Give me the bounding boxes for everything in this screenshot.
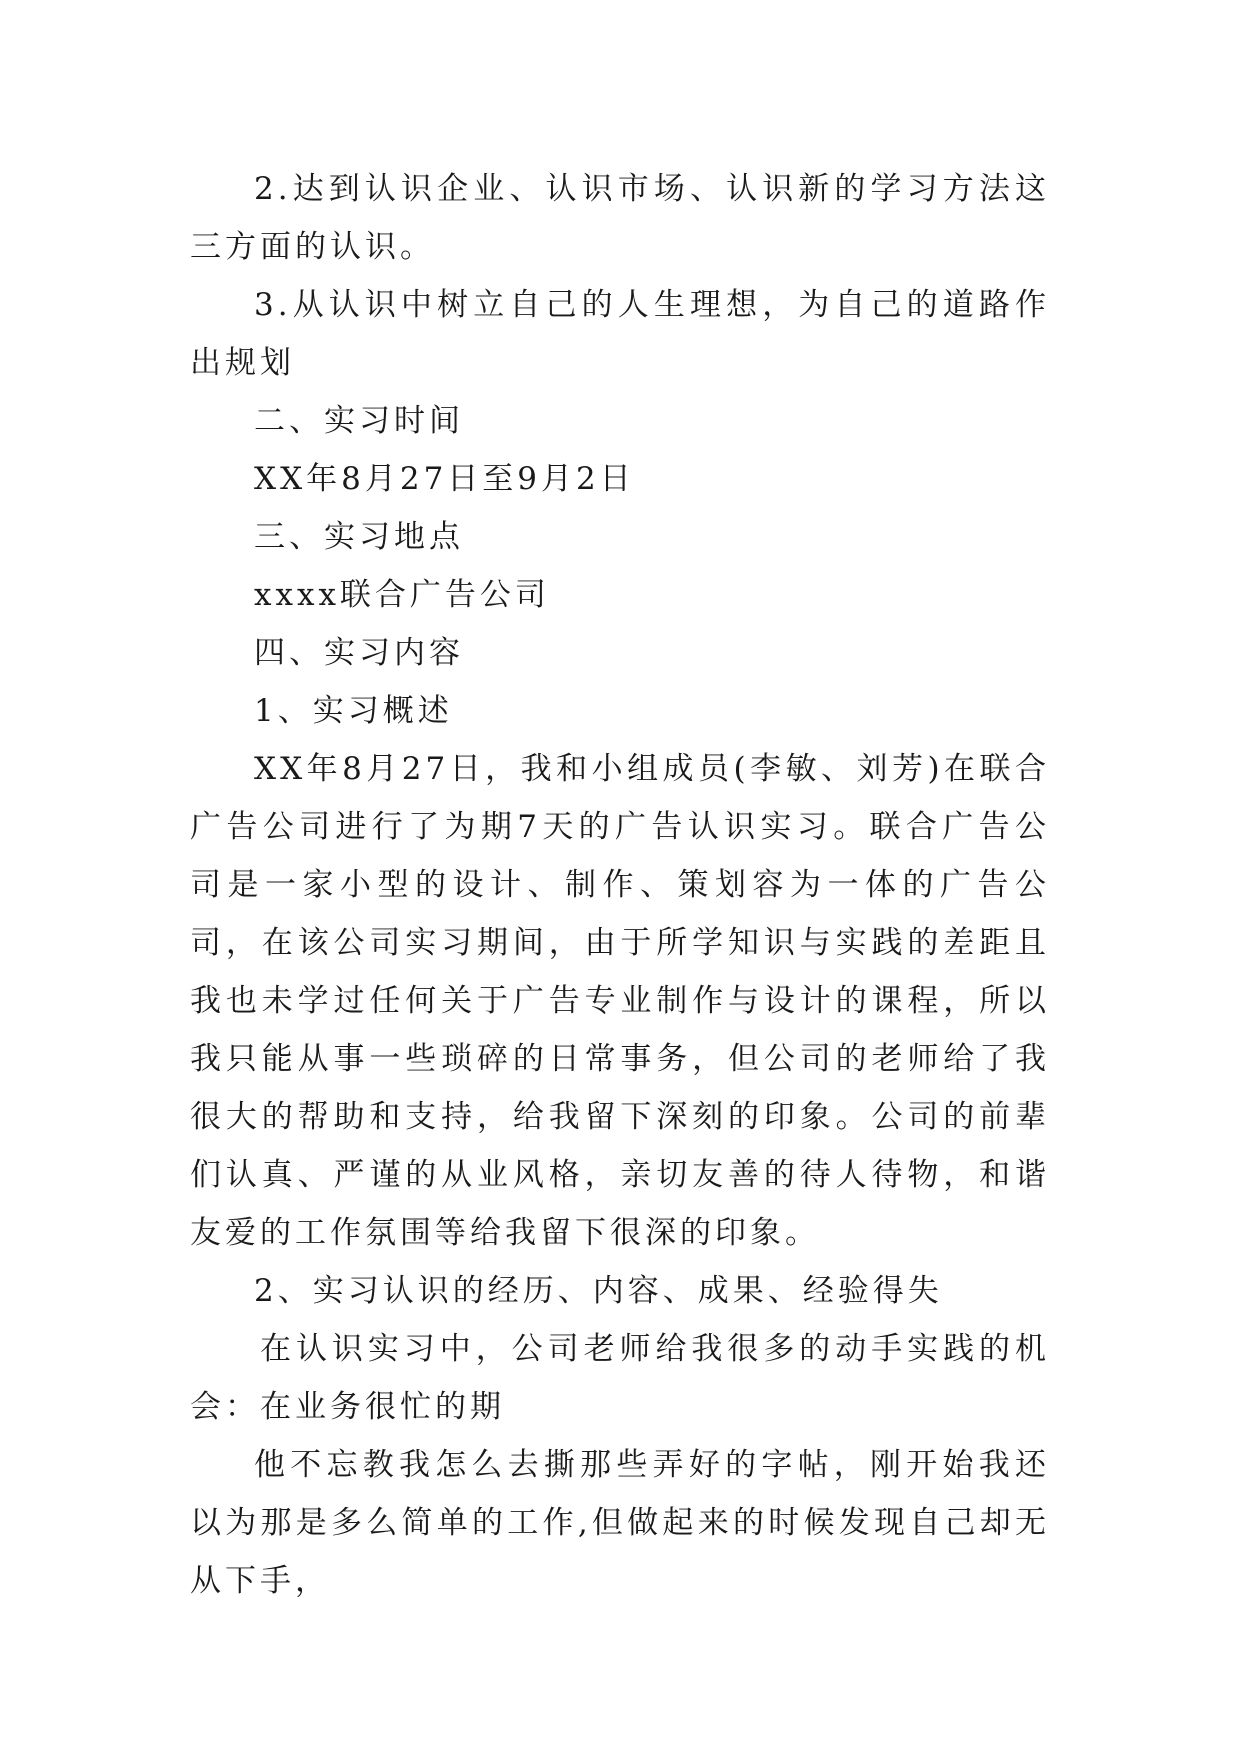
paragraph-internship-dates: XX年8月27日至9月2日 — [254, 461, 635, 497]
subheading-overview: 1、实习概述 — [254, 693, 453, 729]
paragraph-goal-2: 2.达到认识企业、认识市场、认识新的学习方法这三方面的认识。 — [190, 171, 1050, 265]
paragraph-experience-1: 在认识实习中，公司老师给我很多的动手实践的机会：在业务很忙的期 — [190, 1331, 1050, 1425]
paragraph-experience-2: 他不忘教我怎么去撕那些弄好的字帖，刚开始我还以为那是多么简单的工作,但做起来的时候发现自己却无从下手， — [190, 1447, 1050, 1599]
heading-internship-content: 四、实习内容 — [254, 635, 464, 671]
paragraph-internship-company: xxxx联合广告公司 — [254, 577, 550, 613]
document-body — [190, 160, 1050, 1610]
paragraph-goal-3: 3.从认识中树立自己的人生理想，为自己的道路作出规划 — [190, 287, 1050, 381]
heading-internship-location: 三、实习地点 — [254, 519, 464, 555]
subheading-experience: 2、实习认识的经历、内容、成果、经验得失 — [254, 1273, 943, 1309]
paragraph-overview: XX年8月27日，我和小组成员(李敏、刘芳)在联合广告公司进行了为期7天的广告认识实习。联合广告公司是一家小型的设计、制作、策划容为一体的广告公司，在该公司实习期间，由于所学知识与实践的差距且我也未学过任何关于广告专业制作与设计的课程，所以我只能从事一些琐碎的日常事务，但公司的老师给了我很大的帮助和支持，给我留下深刻的印象。公司的前辈们认真、严谨的从业风格，亲切友善的待人待物，和谐友爱的工作氛围等给我留下很深的印象。 — [190, 751, 1050, 1251]
heading-internship-time: 二、实习时间 — [254, 403, 464, 439]
